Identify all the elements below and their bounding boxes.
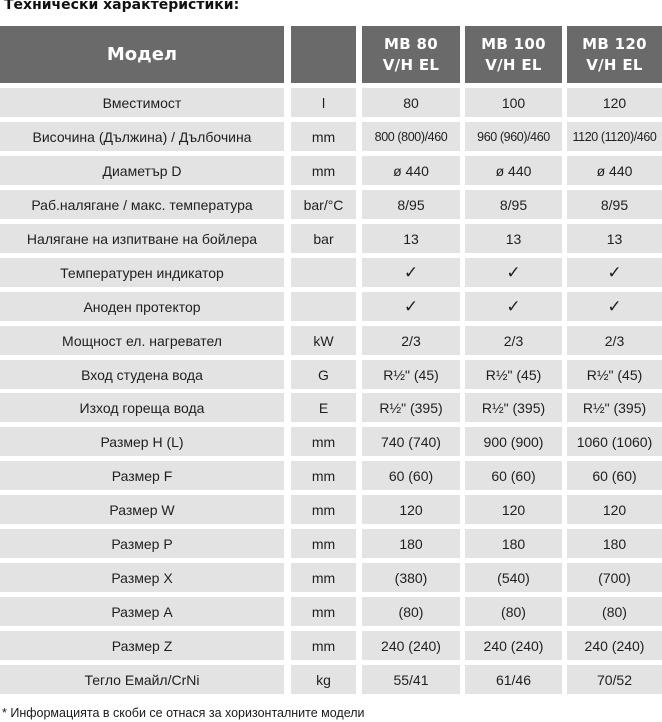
row-unit: mm bbox=[291, 427, 356, 456]
row-value: (540) bbox=[465, 563, 562, 592]
row-unit: bar/°C bbox=[291, 190, 356, 219]
row-value: 800 (800)/460 bbox=[362, 122, 460, 151]
row-unit: E bbox=[291, 393, 356, 422]
check-icon: ✓ bbox=[465, 292, 562, 321]
row-value: 60 (60) bbox=[567, 461, 662, 490]
row-value: 180 bbox=[362, 529, 460, 558]
row-value: R½" (395) bbox=[362, 393, 460, 422]
row-unit: kg bbox=[291, 665, 356, 694]
row-value: 240 (240) bbox=[465, 631, 562, 660]
row-value: R½" (45) bbox=[567, 360, 662, 389]
row-value: 240 (240) bbox=[362, 631, 460, 660]
row-value: 13 bbox=[362, 224, 460, 253]
row-unit bbox=[291, 258, 356, 287]
row-value: R½" (395) bbox=[567, 393, 662, 422]
row-label: Раб.налягане / макс. температура bbox=[0, 190, 284, 219]
row-label: Диаметър D bbox=[0, 156, 284, 185]
header-model-2: MB 100 V/H EL bbox=[465, 26, 562, 83]
row-label: Тегло Емайл/CrNi bbox=[0, 665, 284, 694]
check-icon: ✓ bbox=[567, 258, 662, 287]
row-value: 240 (240) bbox=[567, 631, 662, 660]
check-icon: ✓ bbox=[465, 258, 562, 287]
row-value: 60 (60) bbox=[362, 461, 460, 490]
row-label: Размер F bbox=[0, 461, 284, 490]
check-icon: ✓ bbox=[362, 258, 460, 287]
row-value: R½" (395) bbox=[465, 393, 562, 422]
footnote: * Информацията в скоби се отнася за хоризонталните модели bbox=[2, 706, 365, 720]
row-value: 13 bbox=[567, 224, 662, 253]
header-model-1: MB 80 V/H EL bbox=[362, 26, 460, 83]
row-unit: l bbox=[291, 88, 356, 117]
row-value: 900 (900) bbox=[465, 427, 562, 456]
row-value: 100 bbox=[465, 88, 562, 117]
row-value: 1060 (1060) bbox=[567, 427, 662, 456]
row-value: 2/3 bbox=[465, 326, 562, 355]
row-label: Размер X bbox=[0, 563, 284, 592]
header-model-3: MB 120 V/H EL bbox=[567, 26, 662, 83]
row-label: Вместимост bbox=[0, 88, 284, 117]
row-label: Изход гореща вода bbox=[0, 393, 284, 422]
row-value: 2/3 bbox=[567, 326, 662, 355]
row-value: 8/95 bbox=[362, 190, 460, 219]
row-unit: mm bbox=[291, 529, 356, 558]
row-value: 2/3 bbox=[362, 326, 460, 355]
row-value: 55/41 bbox=[362, 665, 460, 694]
row-value: 61/46 bbox=[465, 665, 562, 694]
row-value: (700) bbox=[567, 563, 662, 592]
check-icon: ✓ bbox=[362, 292, 460, 321]
row-label: Вход студена вода bbox=[0, 360, 284, 389]
row-value: 120 bbox=[465, 495, 562, 524]
row-value: 70/52 bbox=[567, 665, 662, 694]
row-value: ø 440 bbox=[362, 156, 460, 185]
row-label: Налягане на изпитване на бойлера bbox=[0, 224, 284, 253]
row-unit: mm bbox=[291, 563, 356, 592]
row-unit: mm bbox=[291, 156, 356, 185]
row-value: 1120 (1120)/460 bbox=[567, 122, 662, 151]
row-value: 960 (960)/460 bbox=[465, 122, 562, 151]
row-value: ø 440 bbox=[567, 156, 662, 185]
row-value: R½" (45) bbox=[465, 360, 562, 389]
row-unit: G bbox=[291, 360, 356, 389]
row-value: 8/95 bbox=[567, 190, 662, 219]
row-label: Размер Z bbox=[0, 631, 284, 660]
row-value: 120 bbox=[567, 495, 662, 524]
row-value: 80 bbox=[362, 88, 460, 117]
row-unit: mm bbox=[291, 597, 356, 626]
row-unit: bar bbox=[291, 224, 356, 253]
row-unit: mm bbox=[291, 122, 356, 151]
row-unit: mm bbox=[291, 495, 356, 524]
row-value: 180 bbox=[567, 529, 662, 558]
row-value: (380) bbox=[362, 563, 460, 592]
row-label: Размер H (L) bbox=[0, 427, 284, 456]
row-value: 60 (60) bbox=[465, 461, 562, 490]
row-unit: mm bbox=[291, 461, 356, 490]
row-value: 180 bbox=[465, 529, 562, 558]
row-unit bbox=[291, 292, 356, 321]
header-model-label: Модел bbox=[0, 26, 284, 83]
row-value: 13 bbox=[465, 224, 562, 253]
row-value: 120 bbox=[362, 495, 460, 524]
header-unit-cell bbox=[291, 26, 356, 83]
row-value: ø 440 bbox=[465, 156, 562, 185]
check-icon: ✓ bbox=[567, 292, 662, 321]
row-label: Размер A bbox=[0, 597, 284, 626]
row-value: (80) bbox=[567, 597, 662, 626]
row-unit: mm bbox=[291, 631, 356, 660]
row-value: R½" (45) bbox=[362, 360, 460, 389]
row-value: 8/95 bbox=[465, 190, 562, 219]
row-label: Размер P bbox=[0, 529, 284, 558]
row-label: Височина (Дължина) / Дълбочина bbox=[0, 122, 284, 151]
row-label: Размер W bbox=[0, 495, 284, 524]
row-value: 120 bbox=[567, 88, 662, 117]
row-unit: kW bbox=[291, 326, 356, 355]
row-value: (80) bbox=[465, 597, 562, 626]
page-title: Технически характеристики: bbox=[4, 0, 240, 13]
row-label: Температурен индикатор bbox=[0, 258, 284, 287]
row-label: Мощност ел. нагревател bbox=[0, 326, 284, 355]
row-label: Аноден протектор bbox=[0, 292, 284, 321]
row-value: 740 (740) bbox=[362, 427, 460, 456]
row-value: (80) bbox=[362, 597, 460, 626]
